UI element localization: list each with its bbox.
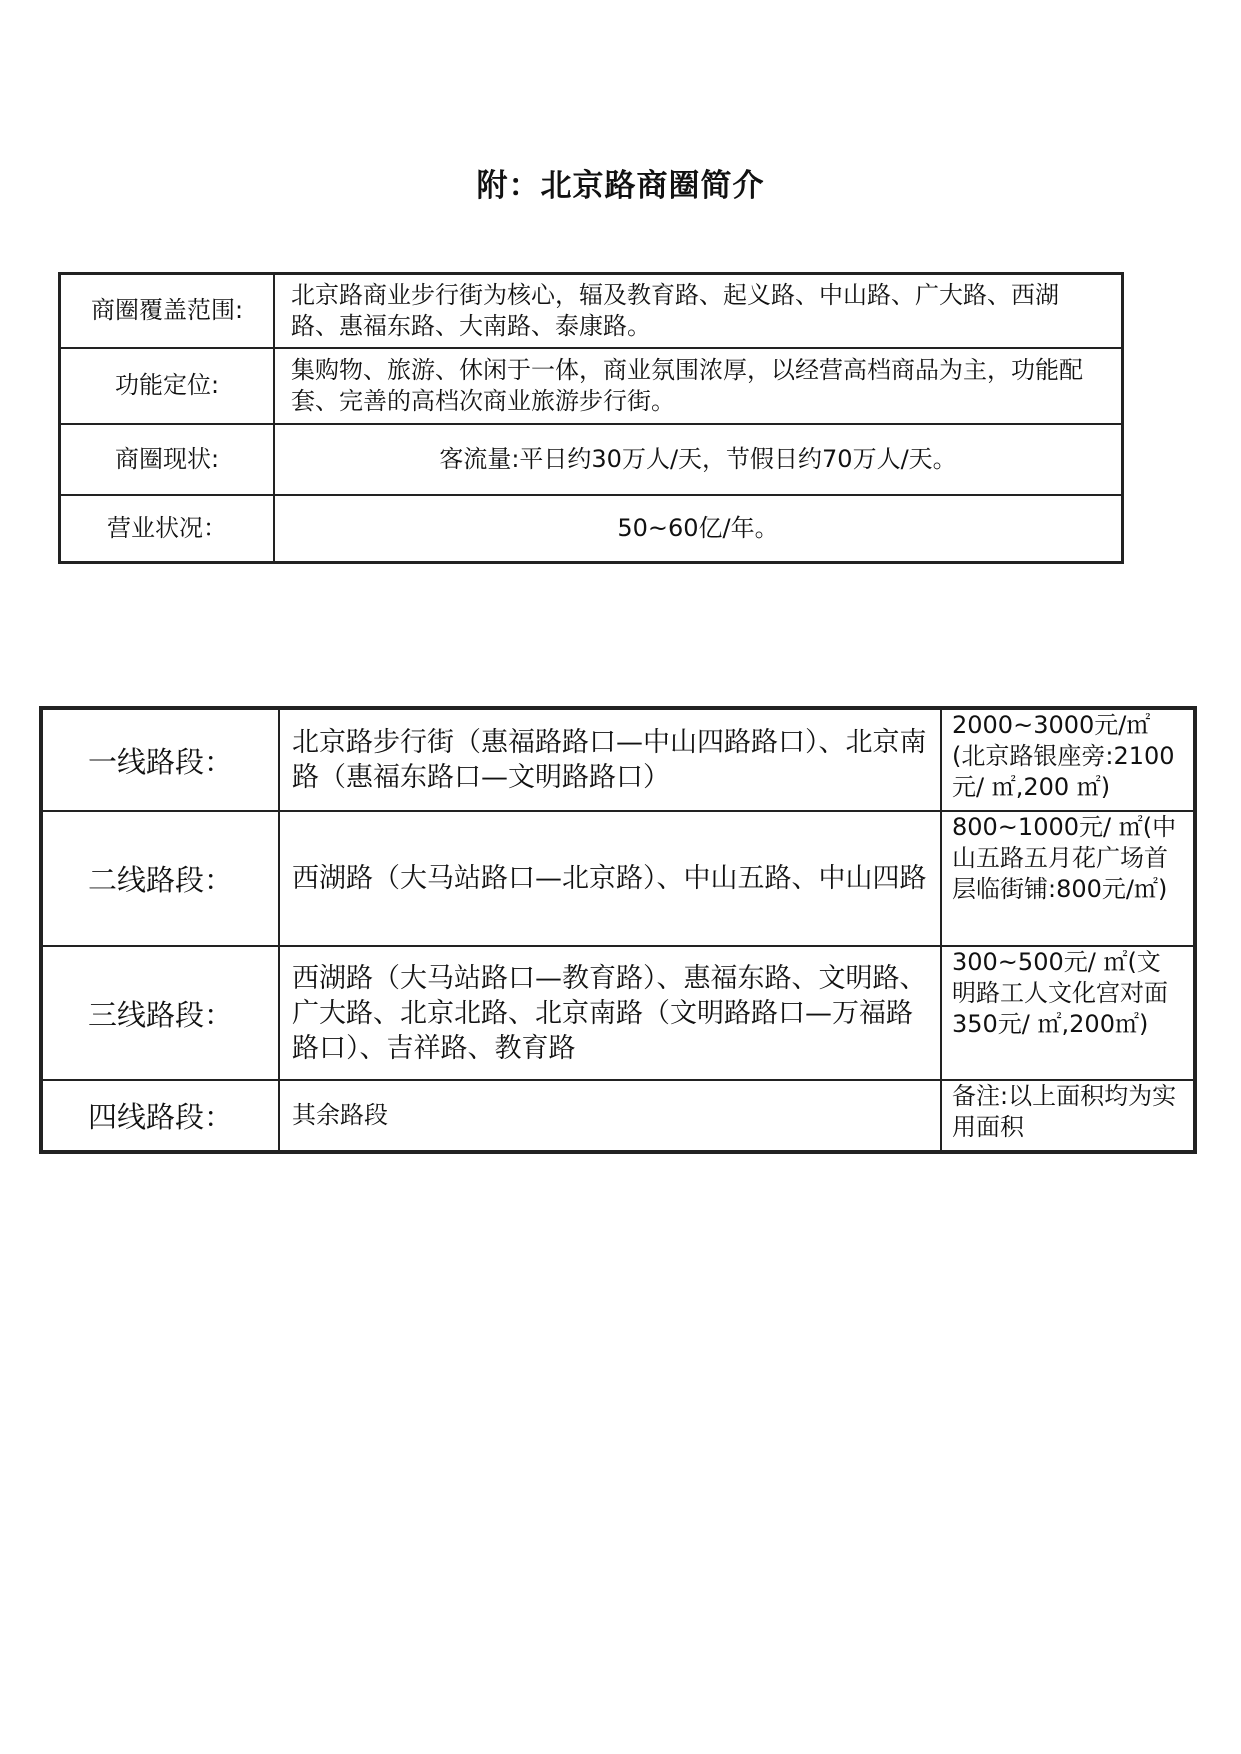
tier-row-3 [41, 946, 1195, 1080]
summary-row-status [60, 424, 1123, 495]
revenue-label: 营业状况： [60, 495, 275, 563]
status-value: 客流量:平日约30万人/天，节假日约70万人/天。 [274, 424, 1123, 495]
tier-roads: 西湖路（大马站路口—教育路）、惠福东路、文明路、广大路、北京北路、北京南路（文明路路口—万福路路口）、吉祥路、教育路 [279, 946, 941, 1080]
summary-table [58, 272, 1124, 564]
revenue-value: 50~60亿/年。 [274, 495, 1123, 563]
summary-row-positioning [60, 348, 1123, 424]
coverage-value: 北京路商业步行街为核心，辐及教育路、起义路、中山路、广大路、西湖路、惠福东路、大南路、泰康路。 [274, 274, 1123, 348]
tier-roads: 其余路段 [279, 1080, 941, 1152]
summary-row-revenue [60, 495, 1123, 563]
summary-row-coverage [60, 274, 1123, 348]
tier-roads: 北京路步行街（惠福路路口—中山四路路口）、北京南路（惠福东路口—文明路路口） [279, 708, 941, 811]
tier-row-4 [41, 1080, 1195, 1152]
tier-roads: 西湖路（大马站路口—北京路）、中山五路、中山四路 [279, 811, 941, 946]
tier-price: 800~1000元/ ㎡(中山五路五月花广场首层临街铺:800元/㎡) [941, 811, 1195, 946]
tier-label: 四线路段： [41, 1080, 279, 1152]
positioning-value: 集购物、旅游、休闲于一体，商业氛围浓厚，以经营高档商品为主，功能配套、完善的高档次商业旅游步行街。 [274, 348, 1123, 424]
road-tier-table [39, 706, 1197, 1154]
status-label: 商圈现状: [60, 424, 275, 495]
tier-price: 2000~3000元/㎡(北京路银座旁:2100元/ ㎡,200 ㎡) [941, 708, 1195, 811]
tier-price: 备注:以上面积均为实用面积 [941, 1080, 1195, 1152]
tier-row-2 [41, 811, 1195, 946]
positioning-label: 功能定位: [60, 348, 275, 424]
tier-row-1 [41, 708, 1195, 811]
tier-label: 三线路段： [41, 946, 279, 1080]
tier-label: 二线路段： [41, 811, 279, 946]
page-title: 附：北京路商圈简介 [476, 168, 765, 204]
tier-price: 300~500元/ ㎡(文明路工人文化宫对面350元/ ㎡,200㎡) [941, 946, 1195, 1080]
coverage-label: 商圈覆盖范围: [60, 274, 275, 348]
tier-label: 一线路段： [41, 708, 279, 811]
